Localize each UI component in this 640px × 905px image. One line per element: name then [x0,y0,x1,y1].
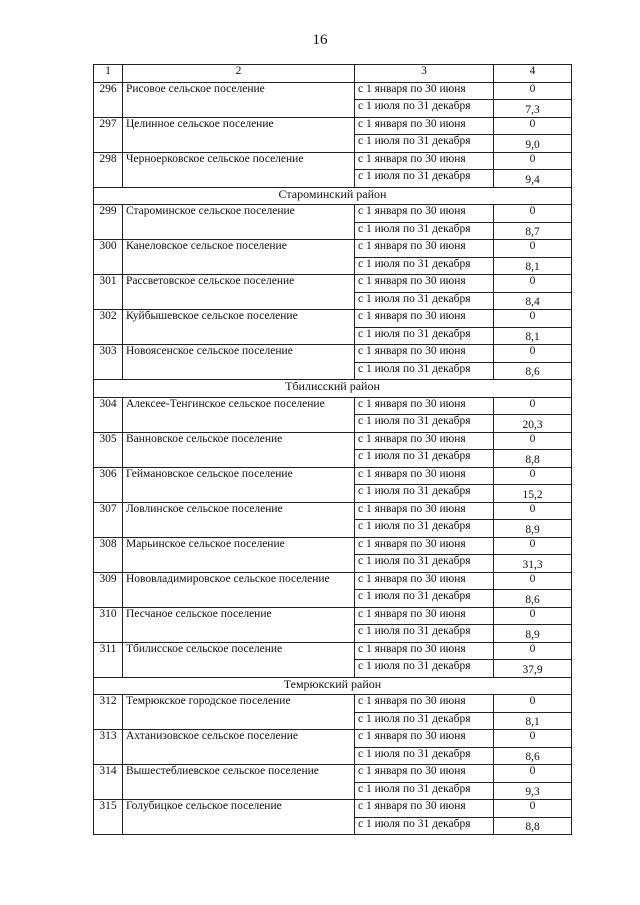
table-row [94,572,572,590]
value-cell: 0 [494,765,572,783]
district-heading: Староминский район [94,187,572,205]
table-row [94,345,572,363]
period-cell: с 1 июля по 31 декабря [355,782,494,800]
value-cell: 8,1 [494,257,572,275]
value-cell: 0 [494,117,572,135]
period-cell: с 1 июля по 31 декабря [355,485,494,503]
value-cell: 8,7 [494,222,572,240]
period-cell: с 1 июля по 31 декабря [355,520,494,538]
settlement-name: Геймановское сельское поселение [123,467,355,502]
settlement-number: 299 [94,205,123,240]
page-number: 16 [312,32,328,48]
table-row [94,800,572,818]
settlement-name: Ахтанизовское сельское поселение [123,730,355,765]
value-cell: 0 [494,572,572,590]
value-cell: 0 [494,345,572,363]
settlement-number: 312 [94,695,123,730]
period-cell: с 1 января по 30 июня [355,800,494,818]
settlement-number: 304 [94,397,123,432]
value-cell: 31,3 [494,555,572,573]
period-cell: с 1 января по 30 июня [355,467,494,485]
value-cell: 0 [494,467,572,485]
value-cell: 8,8 [494,450,572,468]
column-header-1: 1 [94,65,123,83]
settlement-name: Голубицкое сельское поселение [123,800,355,835]
period-cell: с 1 июля по 31 декабря [355,362,494,380]
settlement-name: Староминское сельское поселение [123,205,355,240]
value-cell: 0 [494,275,572,293]
period-cell: с 1 июля по 31 декабря [355,100,494,118]
period-cell: с 1 января по 30 июня [355,205,494,223]
period-cell: с 1 июля по 31 декабря [355,222,494,240]
table-row [94,275,572,293]
period-cell: с 1 июля по 31 декабря [355,450,494,468]
value-cell: 0 [494,82,572,100]
settlement-number: 302 [94,310,123,345]
table-row [94,432,572,450]
period-cell: с 1 июля по 31 декабря [355,415,494,433]
period-cell: с 1 января по 30 июня [355,345,494,363]
value-cell: 20,3 [494,415,572,433]
period-cell: с 1 января по 30 июня [355,695,494,713]
period-cell: с 1 января по 30 июня [355,275,494,293]
value-cell: 15,2 [494,485,572,503]
settlement-number: 298 [94,152,123,187]
settlement-number: 310 [94,607,123,642]
period-cell: с 1 июля по 31 декабря [355,817,494,835]
table-body [94,82,572,835]
period-cell: с 1 июля по 31 декабря [355,257,494,275]
table-row [94,82,572,100]
settlement-number: 305 [94,432,123,467]
settlement-number: 301 [94,275,123,310]
column-header-2: 2 [123,65,355,83]
settlement-number: 313 [94,730,123,765]
value-cell: 0 [494,537,572,555]
period-cell: с 1 января по 30 июня [355,607,494,625]
value-cell: 0 [494,397,572,415]
period-cell: с 1 июля по 31 декабря [355,555,494,573]
settlement-name: Тбилисское сельское поселение [123,642,355,677]
column-header-4: 4 [494,65,572,83]
period-cell: с 1 января по 30 июня [355,117,494,135]
table-row [94,310,572,328]
period-cell: с 1 января по 30 июня [355,82,494,100]
settlement-number: 307 [94,502,123,537]
value-cell: 8,1 [494,712,572,730]
value-cell: 0 [494,607,572,625]
table-row [94,117,572,135]
value-cell: 7,3 [494,100,572,118]
period-cell: с 1 января по 30 июня [355,537,494,555]
value-cell: 0 [494,502,572,520]
value-cell: 8,9 [494,625,572,643]
value-cell: 0 [494,205,572,223]
settlement-name: Темрюкское городское поселение [123,695,355,730]
value-cell: 0 [494,240,572,258]
period-cell: с 1 июля по 31 декабря [355,292,494,310]
settlement-number: 308 [94,537,123,572]
period-cell: с 1 января по 30 июня [355,310,494,328]
value-cell: 9,0 [494,135,572,153]
value-cell: 8,8 [494,817,572,835]
table-row [94,502,572,520]
settlement-number: 306 [94,467,123,502]
value-cell: 0 [494,695,572,713]
table-row [94,730,572,748]
period-cell: с 1 июля по 31 декабря [355,660,494,678]
settlement-number: 303 [94,345,123,380]
table-row [94,695,572,713]
district-row [94,187,572,205]
header-row [94,65,572,83]
settlement-name: Песчаное сельское поселение [123,607,355,642]
district-row [94,380,572,398]
settlement-name: Ловлинское сельское поселение [123,502,355,537]
table-row [94,607,572,625]
settlement-number: 309 [94,572,123,607]
value-cell: 8,6 [494,747,572,765]
table-row [94,205,572,223]
period-cell: с 1 января по 30 июня [355,432,494,450]
settlement-number: 311 [94,642,123,677]
settlement-name: Алексее-Тенгинское сельское поселение [123,397,355,432]
tariff-table [93,64,572,835]
period-cell: с 1 января по 30 июня [355,240,494,258]
period-cell: с 1 июля по 31 декабря [355,135,494,153]
table-row [94,642,572,660]
settlement-number: 314 [94,765,123,800]
period-cell: с 1 июля по 31 декабря [355,625,494,643]
settlement-number: 300 [94,240,123,275]
value-cell: 9,3 [494,782,572,800]
settlement-name: Ванновское сельское поселение [123,432,355,467]
period-cell: с 1 июля по 31 декабря [355,747,494,765]
period-cell: с 1 января по 30 июня [355,642,494,660]
settlement-name: Черноерковское сельское поселение [123,152,355,187]
table-row [94,765,572,783]
value-cell: 0 [494,310,572,328]
value-cell: 8,6 [494,362,572,380]
value-cell: 8,6 [494,590,572,608]
period-cell: с 1 июля по 31 декабря [355,170,494,188]
value-cell: 0 [494,642,572,660]
value-cell: 8,9 [494,520,572,538]
settlement-name: Куйбышевское сельское поселение [123,310,355,345]
value-cell: 8,1 [494,327,572,345]
settlement-name: Вышестеблиевское сельское поселение [123,765,355,800]
district-heading: Тбилисский район [94,380,572,398]
settlement-name: Новоясенское сельское поселение [123,345,355,380]
settlement-number: 315 [94,800,123,835]
settlement-name: Рассветовское сельское поселение [123,275,355,310]
value-cell: 0 [494,432,572,450]
table-row [94,152,572,170]
value-cell: 0 [494,800,572,818]
period-cell: с 1 января по 30 июня [355,730,494,748]
period-cell: с 1 января по 30 июня [355,765,494,783]
settlement-number: 297 [94,117,123,152]
period-cell: с 1 июля по 31 декабря [355,712,494,730]
value-cell: 37,9 [494,660,572,678]
period-cell: с 1 января по 30 июня [355,397,494,415]
settlement-name: Канеловское сельское поселение [123,240,355,275]
settlement-name: Целинное сельское поселение [123,117,355,152]
value-cell: 0 [494,152,572,170]
value-cell: 0 [494,730,572,748]
settlement-name: Нововладимировское сельское поселение [123,572,355,607]
column-header-3: 3 [355,65,494,83]
district-heading: Темрюкский район [94,677,572,695]
settlement-number: 296 [94,82,123,117]
table-row [94,240,572,258]
period-cell: с 1 января по 30 июня [355,502,494,520]
table-row [94,467,572,485]
table-row [94,537,572,555]
period-cell: с 1 января по 30 июня [355,572,494,590]
settlement-name: Рисовое сельское поселение [123,82,355,117]
district-row [94,677,572,695]
value-cell: 9,4 [494,170,572,188]
period-cell: с 1 января по 30 июня [355,152,494,170]
period-cell: с 1 июля по 31 декабря [355,590,494,608]
table-row [94,397,572,415]
settlement-name: Марьинское сельское поселение [123,537,355,572]
period-cell: с 1 июля по 31 декабря [355,327,494,345]
value-cell: 8,4 [494,292,572,310]
